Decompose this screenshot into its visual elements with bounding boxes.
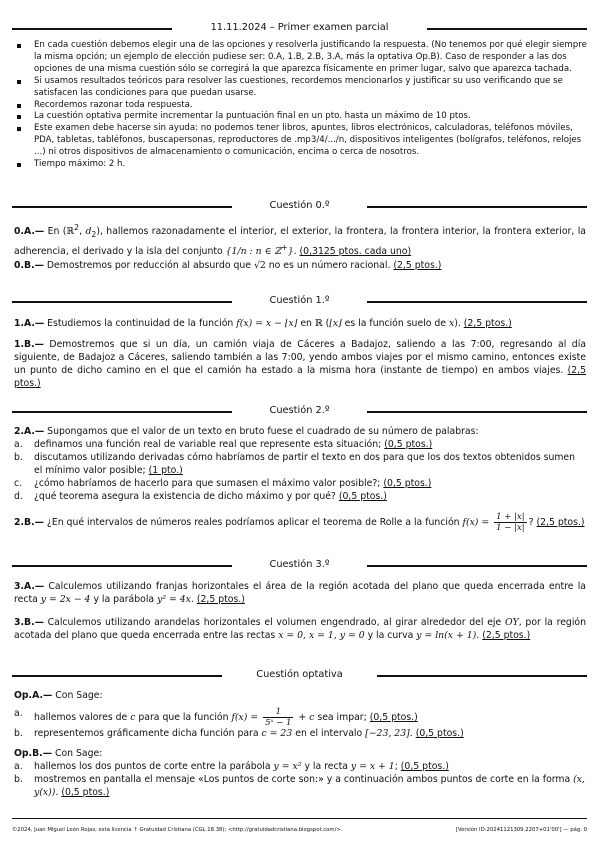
- question-1b: [14, 338, 586, 390]
- item-text: hallemos valores de: [34, 712, 131, 723]
- question-label: 1.B.—: [14, 339, 44, 350]
- section-heading-c3: [12, 558, 587, 572]
- question-2a: [14, 425, 586, 438]
- item-text: +: [295, 712, 310, 723]
- math: ⌊x⌋: [329, 318, 342, 329]
- math: x: [448, 318, 455, 329]
- item-text: ¿cómo habríamos de hacerlo para que sumasen el máximo valor posible?;: [34, 478, 384, 489]
- item-text: hallemos los dos puntos de corte entre la parábola: [34, 761, 274, 772]
- item-text: ;: [394, 761, 401, 772]
- instruction-item: Tiempo máximo: 2 h.: [14, 159, 588, 171]
- fraction-denominator: 1 − |x|: [496, 523, 525, 533]
- math: +: [281, 242, 288, 252]
- section-heading-c1: [12, 294, 587, 308]
- item-label: b.: [14, 774, 23, 785]
- section-title: Cuestión 2.º: [269, 405, 330, 416]
- math: f(x) =: [231, 712, 259, 723]
- points-label: (0,3125 ptos. cada uno): [299, 246, 412, 258]
- item-text: y la recta: [301, 761, 351, 772]
- math: y² = 4x: [157, 594, 191, 605]
- points-label: (0,5 ptos.): [400, 761, 449, 772]
- math: y = ln(x + 1): [416, 630, 477, 641]
- question-1a: [14, 317, 586, 330]
- footer-version: [Versión ID:20241121309.2207+01'00'] — pág. 0: [455, 827, 587, 833]
- item-text: discutamos utilizando derivadas cómo habríamos de partir el texto en dos para que los dos textos obtenidos sumen el mínimo valor posible;: [34, 452, 576, 476]
- math: c: [130, 712, 136, 723]
- math: ℝ: [314, 318, 323, 329]
- points-label: (2,5 ptos.): [196, 594, 245, 605]
- math: OY: [504, 617, 519, 628]
- question-3a: [14, 580, 586, 606]
- question-op-b: [14, 747, 586, 760]
- item-label: a.: [14, 439, 23, 450]
- points-label: (2,5 ptos.): [536, 517, 585, 528]
- question-text: Con Sage:: [55, 690, 103, 701]
- section-title: Cuestión 3.º: [269, 559, 330, 570]
- section-title: Cuestión optativa: [256, 669, 343, 680]
- question-label: 0.A.—: [14, 226, 45, 238]
- question-text: .: [293, 246, 300, 258]
- question-text: en: [297, 318, 315, 329]
- math: f(x) = x − ⌊x⌋: [236, 318, 298, 329]
- section-title: Cuestión 1.º: [269, 295, 330, 306]
- question-label: 3.B.—: [14, 617, 44, 628]
- points-label: (2,5 ptos.): [463, 318, 512, 329]
- question-text: .: [476, 630, 483, 641]
- fraction-numerator: 1: [263, 707, 293, 718]
- question-text: Supongamos que el valor de un texto en bruto fuese el cuadrado de su número de palabras:: [47, 426, 479, 437]
- question-text: ,: [79, 226, 86, 238]
- fraction-numerator: 1 + |x|: [496, 512, 525, 522]
- question-text: .: [190, 594, 197, 605]
- fraction-denominator: 5ˣ − 1: [265, 718, 292, 728]
- points-label: (2,5 ptos.): [14, 365, 586, 389]
- section-heading-c0: [12, 199, 587, 213]
- question-text: y la parábola: [90, 594, 158, 605]
- question-text: ?: [528, 517, 537, 528]
- question-text: Con Sage:: [54, 748, 103, 759]
- item-label: b.: [14, 728, 23, 739]
- question-text: es la función suelo de: [341, 318, 449, 329]
- footer-license: ©2024, Juan Miguel León Rojas; esta licencia ↑ Gratuidad Cristiana (CGL 18.38); <http://gratuidadcristiana.blogspot.com/>.: [12, 827, 343, 833]
- question-text: Calculemos utilizando franjas horizontales el área de la región acotada del plano que queda encerrada entre la recta: [14, 581, 586, 605]
- math: ℝ: [66, 226, 75, 238]
- question-label: 1.A.—: [14, 318, 45, 329]
- question-label: 2.A.—: [14, 426, 45, 437]
- math: c: [309, 712, 315, 723]
- item-label: c.: [14, 478, 23, 489]
- question-label: 2.B.—: [14, 517, 44, 528]
- math: f(x) =: [462, 517, 490, 528]
- item-label: a.: [14, 761, 23, 772]
- instruction-item: Recordemos razonar toda respuesta.: [14, 100, 588, 112]
- question-label: Op.A.—: [14, 690, 53, 701]
- question-0a: [14, 221, 586, 258]
- exam-title: 11.11.2024 – Primer examen parcial: [206, 22, 394, 33]
- points-label: (0,5 ptos.): [383, 478, 432, 489]
- points-label: (2,5 ptos.): [482, 630, 531, 641]
- points-label: (1 pto.): [148, 465, 183, 476]
- question-text: no es un número racional.: [265, 260, 394, 271]
- math: y = x + 1: [350, 761, 395, 772]
- question-text: ), hallemos razonadamente el interior, el exterior, la frontera, la frontera interior, la frontera exterior, la adherencia, el derivado y la isla del conjunto: [14, 226, 586, 258]
- question-text: ¿En qué intervalos de números reales podríamos aplicar el teorema de Rolle a la función: [46, 517, 463, 528]
- math: d: [85, 226, 92, 238]
- math: 2: [74, 223, 80, 232]
- points-label: (0,5 ptos.): [384, 439, 433, 450]
- question-text: , por la región acotada del plano que queda encerrada entre las rectas: [14, 617, 586, 641]
- points-label: (0,5 ptos.): [415, 728, 464, 739]
- math: y = x²: [273, 761, 302, 772]
- question-text: Demostremos por reducción al absurdo que: [46, 260, 254, 271]
- question-label: Op.B.—: [14, 748, 53, 759]
- item-label: a.: [14, 708, 23, 719]
- math: 2: [91, 229, 97, 239]
- question-label: 3.A.—: [14, 581, 45, 592]
- page-footer: [12, 818, 587, 833]
- instruction-item: Si usamos resultados teóricos para resolver las cuestiones, recordemos mencionarlos y justificar su uso verificando que se satisfacen las condiciones para que puedan usarse.: [14, 76, 588, 100]
- question-3b: [14, 616, 586, 642]
- question-2b: [14, 512, 586, 533]
- math: c = 23: [261, 728, 293, 739]
- question-0b: [14, 259, 586, 272]
- math: (x, y(x)): [34, 774, 585, 798]
- exam-header: [12, 21, 587, 35]
- item-label: d.: [14, 491, 23, 502]
- points-label: (0,5 ptos.): [61, 787, 110, 798]
- instruction-item: La cuestión optativa permite incrementar la puntuación final en un pto. hasta un máximo de 10 ptos.: [14, 111, 588, 123]
- item-label: b.: [14, 452, 23, 463]
- section-title: Cuestión 0.º: [269, 200, 330, 211]
- fraction: [263, 707, 293, 728]
- math: }: [287, 246, 294, 258]
- question-text: Demostremos que si un día, un camión viaja de Cáceres a Badajoz, saliendo a las 7:00, regresando al día siguiente, de Badajoz a Cáceres, saliendo también a las 7:00, yendo ambos viajes por el mismo camino, entonces existe un punto de dicho camino en el que el camión ha estado a la misma hora (instante de tiempo) en ambos viajes.: [14, 339, 586, 376]
- item-text: .: [55, 787, 62, 798]
- item-text: para que la función: [135, 712, 232, 723]
- item-text: mostremos en pantalla el mensaje «Los puntos de corte son:» y a continuación ambos puntos de corte en la forma: [34, 774, 574, 785]
- item-text: en el intervalo: [292, 728, 366, 739]
- question-text: ).: [454, 318, 464, 329]
- question-text: y la curva: [364, 630, 417, 641]
- item-text: ¿qué teorema asegura la existencia de dicho máximo y por qué?: [34, 491, 339, 502]
- points-label: (0,5 ptos.): [338, 491, 387, 502]
- math: y = 2x − 4: [40, 594, 91, 605]
- item-text: definamos una función real de variable real que represente esta situación;: [34, 439, 385, 450]
- instruction-item: En cada cuestión debemos elegir una de las opciones y resolverla justificando la respuesta. (No tenemos por qué elegir siempre la misma opción; un ejemplo de elección pudiese ser: 0.A, 1.B, 2.B, 3.A, más la optativa Op.B). Caso de responder a las dos opciones de una misma cuestión sólo se corregirá la que aparezca físicamente en primer lugar, salvo que aparezca tachada.: [14, 40, 588, 76]
- question-text: Estudiemos la continuidad de la función: [47, 318, 237, 329]
- math: x = 0, x = 1, y = 0: [278, 630, 365, 641]
- math: {1/n : n ∈ ℤ: [225, 246, 282, 258]
- math: [−23, 23]: [365, 728, 410, 739]
- fraction: [494, 512, 526, 533]
- question-label: 0.B.—: [14, 260, 44, 271]
- item-text: representemos gráficamente dicha función para: [34, 728, 262, 739]
- question-op-a: [14, 689, 586, 702]
- instructions-list: [14, 40, 588, 171]
- points-label: (2,5 ptos.): [393, 260, 442, 271]
- instruction-item: Este examen debe hacerse sin ayuda: no podemos tener libros, apuntes, libros electrónicos, calculadoras, teléfonos móviles, PDA, tabletas, tabléfonos, buscapersonas, reproductores de .mp3/4/.../n, dispositivos inteligentes (bolígrafos, teléfonos, relojes ...) ni otros dispositivos de almacenamiento o comunicación, encima o cerca de nosotros.: [14, 123, 588, 159]
- section-heading-c2: [12, 404, 587, 418]
- points-label: (0,5 ptos.): [369, 712, 418, 723]
- item-text: .: [409, 728, 416, 739]
- math: √2: [253, 260, 266, 271]
- item-text: sea impar;: [314, 712, 370, 723]
- question-text: Calculemos utilizando arandelas horizontales el volumen engendrado, al girar alrededor del eje: [47, 617, 505, 628]
- question-text: En (: [47, 226, 67, 238]
- question-text: (: [322, 318, 330, 329]
- section-heading-optional: [12, 668, 587, 682]
